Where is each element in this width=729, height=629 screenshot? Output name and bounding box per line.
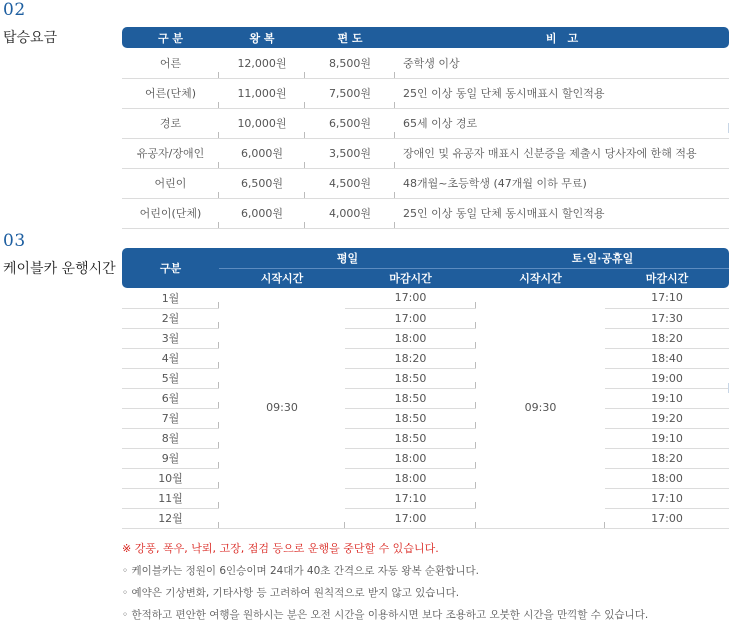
month-cell: 1월 — [122, 288, 219, 308]
time-header-weekday-start: 시작시간 — [219, 268, 345, 288]
fare-category: 어른(단체) — [122, 78, 219, 108]
fare-roundtrip: 6,500원 — [219, 168, 305, 198]
fare-row — [122, 108, 729, 138]
fare-row — [122, 198, 729, 228]
holiday-start-time: 09:30 — [476, 288, 605, 528]
weekday-end-time: 18:20 — [345, 348, 476, 368]
month-cell: 9월 — [122, 448, 219, 468]
holiday-end-time: 19:00 — [605, 368, 729, 388]
note-line: ◦ 케이블카는 정원이 6인승이며 24대가 40초 간격으로 자동 왕복 순환합니다. — [122, 565, 479, 577]
note-line: ◦ 예약은 기상변화, 기타사항 등 고려하여 원칙적으로 받지 않고 있습니다. — [122, 587, 460, 599]
fare-category: 경로 — [122, 108, 219, 138]
hours-row — [122, 448, 729, 468]
fare-note: 중학생 이상 — [395, 48, 729, 78]
operating-hours-table — [122, 248, 729, 529]
holiday-end-time: 18:20 — [605, 448, 729, 468]
warning-note: ※ 강풍, 폭우, 낙뢰, 고장, 점검 등으로 운행을 중단할 수 있습니다. — [122, 542, 439, 555]
hours-row — [122, 468, 729, 488]
fare-note: 25인 이상 동일 단체 동시매표시 할인적용 — [395, 198, 729, 228]
fare-oneway: 6,500원 — [305, 108, 395, 138]
weekday-end-time: 18:50 — [345, 368, 476, 388]
fare-header-roundtrip: 왕 복 — [219, 27, 305, 48]
fare-section-number: 02 — [3, 0, 26, 20]
fare-note: 장애인 및 유공자 매표시 신분증을 제출시 당사자에 한해 적용 — [395, 138, 729, 168]
month-cell: 6월 — [122, 388, 219, 408]
hours-row — [122, 408, 729, 428]
time-section-number: 03 — [3, 231, 26, 251]
weekday-end-time: 18:50 — [345, 408, 476, 428]
fare-roundtrip: 12,000원 — [219, 48, 305, 78]
month-cell: 10월 — [122, 468, 219, 488]
fare-row — [122, 78, 729, 108]
fare-oneway: 4,000원 — [305, 198, 395, 228]
fare-note: 65세 이상 경로 — [395, 108, 729, 138]
holiday-end-time: 17:10 — [605, 288, 729, 308]
holiday-end-time: 19:10 — [605, 388, 729, 408]
weekday-start-time: 09:30 — [219, 288, 345, 528]
fare-oneway: 8,500원 — [305, 48, 395, 78]
weekday-end-time: 18:00 — [345, 468, 476, 488]
fare-roundtrip: 11,000원 — [219, 78, 305, 108]
weekday-end-time: 18:00 — [345, 448, 476, 468]
hours-row — [122, 308, 729, 328]
hours-row — [122, 288, 729, 308]
time-section-title: 케이블카 운행시간 — [3, 261, 116, 277]
fare-category: 어린이(단체) — [122, 198, 219, 228]
time-header-holiday: 토·일·공휴일 — [476, 248, 729, 268]
fare-row — [122, 138, 729, 168]
fare-table — [122, 27, 729, 229]
hours-row — [122, 488, 729, 508]
fare-roundtrip: 10,000원 — [219, 108, 305, 138]
hours-row — [122, 388, 729, 408]
holiday-end-time: 19:10 — [605, 428, 729, 448]
hours-row — [122, 508, 729, 528]
fare-roundtrip: 6,000원 — [219, 138, 305, 168]
weekday-end-time: 17:00 — [345, 508, 476, 528]
fare-oneway: 4,500원 — [305, 168, 395, 198]
weekday-end-time: 17:00 — [345, 308, 476, 328]
fare-header-category: 구 분 — [122, 27, 219, 48]
fare-category: 유공자/장애인 — [122, 138, 219, 168]
hours-row — [122, 428, 729, 448]
fare-row — [122, 168, 729, 198]
fare-oneway: 7,500원 — [305, 78, 395, 108]
holiday-end-time: 17:00 — [605, 508, 729, 528]
month-cell: 8월 — [122, 428, 219, 448]
weekday-end-time: 18:50 — [345, 428, 476, 448]
holiday-end-time: 17:10 — [605, 488, 729, 508]
fare-header-oneway: 편 도 — [305, 27, 395, 48]
fare-row — [122, 48, 729, 78]
month-cell: 12월 — [122, 508, 219, 528]
fare-section-title: 탑승요금 — [3, 30, 58, 46]
time-header-weekday-end: 마감시간 — [345, 268, 476, 288]
holiday-end-time: 17:30 — [605, 308, 729, 328]
month-cell: 3월 — [122, 328, 219, 348]
holiday-end-time: 18:40 — [605, 348, 729, 368]
fare-category: 어린이 — [122, 168, 219, 198]
fare-roundtrip: 6,000원 — [219, 198, 305, 228]
fare-header-note: 비 고 — [395, 27, 729, 48]
fare-category: 어른 — [122, 48, 219, 78]
weekday-end-time: 18:00 — [345, 328, 476, 348]
notes — [122, 540, 729, 629]
fare-oneway: 3,500원 — [305, 138, 395, 168]
hours-row — [122, 348, 729, 368]
fare-note: 48개월~초등학생 (47개월 이하 무료) — [395, 168, 729, 198]
weekday-end-time: 17:10 — [345, 488, 476, 508]
month-cell: 11월 — [122, 488, 219, 508]
time-header-holiday-start: 시작시간 — [476, 268, 605, 288]
weekday-end-time: 18:50 — [345, 388, 476, 408]
fare-note: 25인 이상 동일 단체 동시매표시 할인적용 — [395, 78, 729, 108]
hours-row — [122, 368, 729, 388]
month-cell: 5월 — [122, 368, 219, 388]
month-cell: 4월 — [122, 348, 219, 368]
holiday-end-time: 19:20 — [605, 408, 729, 428]
month-cell: 2월 — [122, 308, 219, 328]
weekday-end-time: 17:00 — [345, 288, 476, 308]
hours-row — [122, 328, 729, 348]
time-header-category: 구분 — [122, 248, 219, 288]
time-header-weekday: 평일 — [219, 248, 476, 268]
note-line: ◦ 한적하고 편안한 여행을 원하시는 분은 오전 시간을 이용하시면 보다 조용하고 오붓한 시간을 만끽할 수 있습니다. — [122, 609, 649, 621]
month-cell: 7월 — [122, 408, 219, 428]
time-header-holiday-end: 마감시간 — [605, 268, 729, 288]
holiday-end-time: 18:20 — [605, 328, 729, 348]
holiday-end-time: 18:00 — [605, 468, 729, 488]
